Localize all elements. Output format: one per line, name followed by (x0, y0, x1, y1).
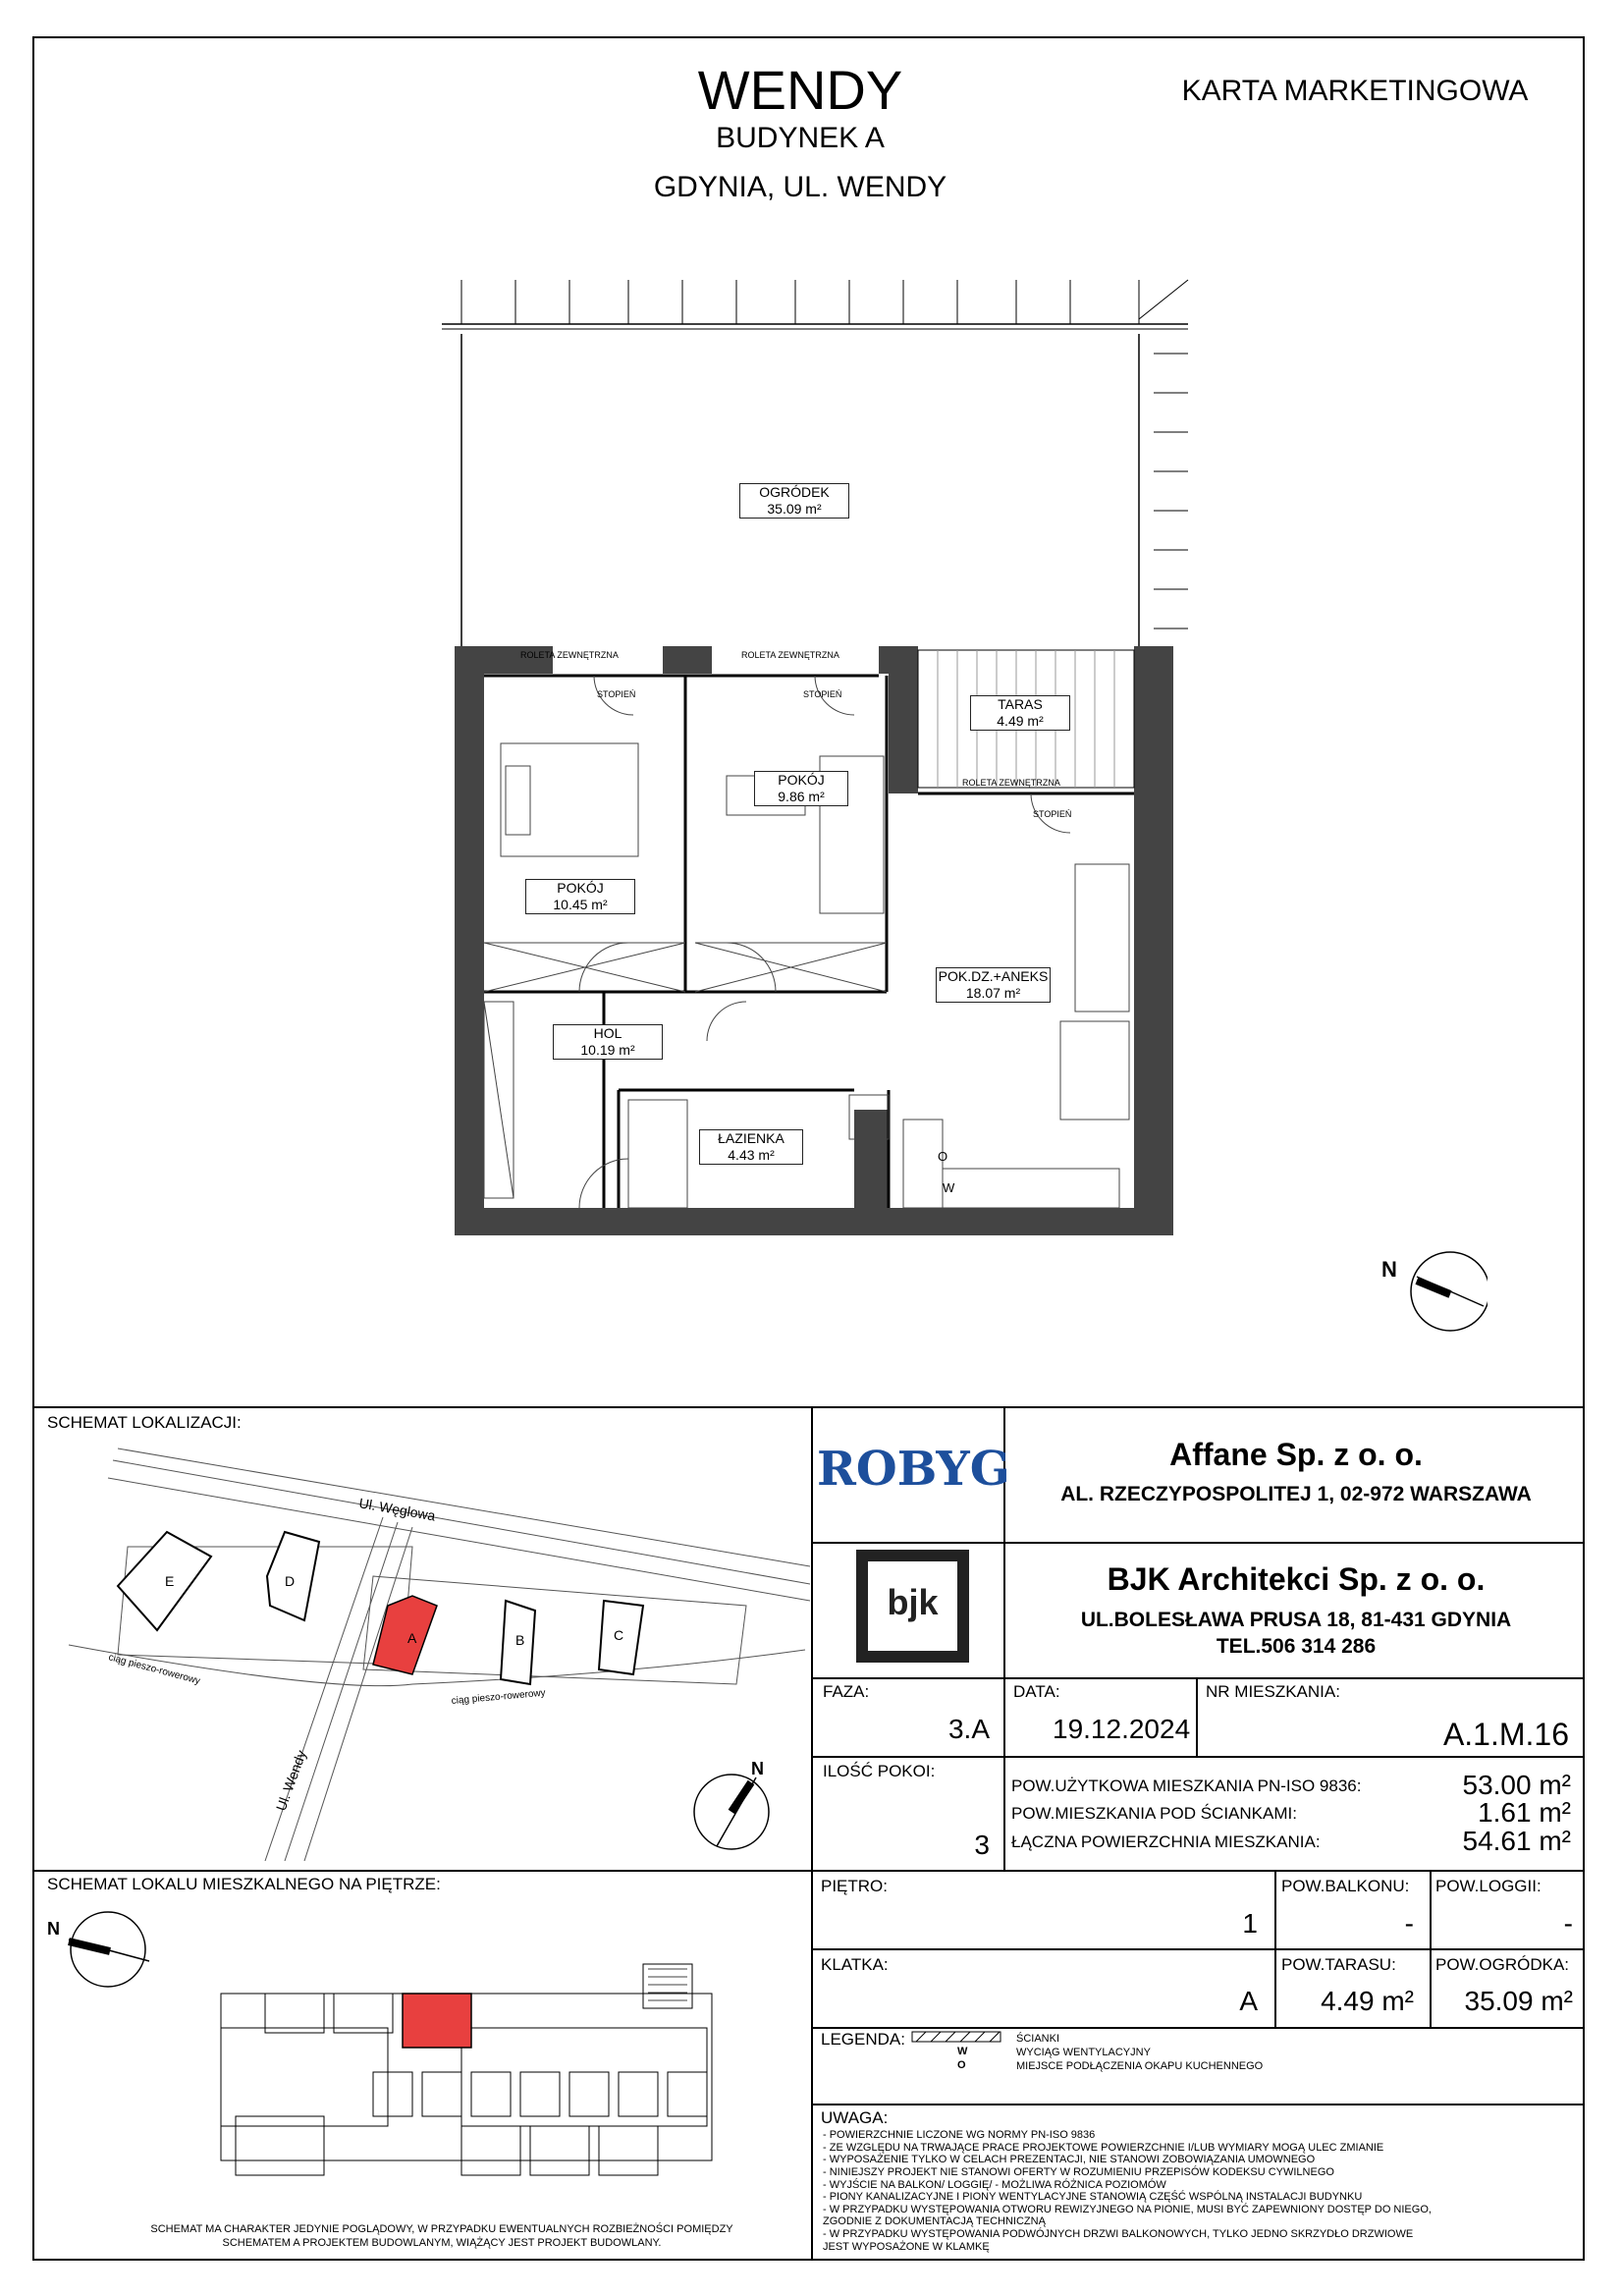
legend-item-vent: WYCIĄG WENTYLACYJNY (1016, 2047, 1151, 2058)
stopien-label-2: STOPIEŃ (803, 689, 842, 699)
divider-nr (1196, 1677, 1198, 1756)
divider-pietro (811, 1948, 1585, 1950)
data-label: DATA: (1013, 1682, 1060, 1701)
north-main-label: N (1381, 1257, 1397, 1282)
room-hol: HOL 10.19 m² (553, 1024, 663, 1060)
divider-vertical (811, 1406, 813, 2261)
pow-scianki-value: 1.61 m² (1478, 1797, 1571, 1828)
location-map (39, 1439, 810, 1861)
pokoi-label: ILOŚĆ POKOI: (823, 1762, 936, 1780)
stopien-label-3: STOPIEŃ (1033, 809, 1072, 819)
floor-plan (422, 265, 1217, 1257)
divider-faza (811, 1756, 1585, 1758)
floor-scheme-note: SCHEMAT MA CHARAKTER JEDYNIE POGLĄDOWY, W PRZYPADKU EWENTUALNYCH ROZBIEŻNOŚCI POMIĘDZY SCHEMATEM A PROJEKTEM BUDOWLANYM, WIĄŻĄCY JEST PROJEKT BUDOWLANY. (150, 2223, 733, 2250)
project-title: WENDY (697, 59, 903, 121)
divider-pokoi (1003, 1756, 1005, 1870)
bldg-e: E (165, 1573, 175, 1589)
stopien-label-1: STOPIEŃ (597, 689, 636, 699)
pow-scianki-label: POW.MIESZKANIA POD ŚCIANKAMI: (1011, 1804, 1297, 1823)
klatka-label: KLATKA: (821, 1955, 889, 1974)
architect-company: BJK Architekci Sp. z o. o. (1107, 1561, 1486, 1597)
note-line: - W PRZYPADKU WYSTĘPOWANIA OTWORU REWIZYJNEGO NA PIONIE, MUSI BYĆ ZAPEWNIONY DOSTĘP DO NIEGO, ZGODNIE Z DOKUMENTACJĄ TECHNICZNĄ (823, 2203, 1432, 2228)
room-pokoj-small: POKÓJ 9.86 m² (754, 771, 848, 806)
taras-value: 4.49 m² (1321, 1986, 1414, 2016)
room-lazienka: ŁAZIENKA 4.43 m² (699, 1129, 803, 1165)
developer-address: AL. RZECZYPOSPOLITEJ 1, 02-972 WARSZAWA (1060, 1483, 1532, 1505)
legend-w-symbol: W (957, 2046, 968, 2057)
roleta-label-1: ROLETA ZEWNĘTRZNA (520, 650, 619, 660)
room-pokoj-large: POKÓJ 10.45 m² (525, 879, 635, 914)
bldg-c: C (614, 1627, 624, 1643)
notes-list (823, 2129, 1432, 2253)
location-title: SCHEMAT LOKALIZACJI: (47, 1413, 242, 1432)
legend-o-symbol: O (957, 2059, 966, 2071)
loggia-value: - (1563, 1908, 1573, 1939)
floor-north-label: N (47, 1919, 60, 1939)
note-line: - POWIERZCHNIE LICZONE WG NORMY PN-ISO 9836 (823, 2129, 1096, 2141)
pietro-value: 1 (1242, 1908, 1258, 1939)
divider-data (1003, 1677, 1005, 1756)
pow-laczna-label: ŁĄCZNA POWIERZCHNIA MIESZKANIA: (1011, 1832, 1321, 1851)
divider-balkon (1274, 1870, 1276, 2027)
klatka-value: A (1239, 1986, 1258, 2016)
street-wendy: Ul. Wendy (272, 1748, 309, 1814)
street-weglowa: Ul. Węglowa (357, 1495, 437, 1524)
bldg-a: A (407, 1630, 417, 1646)
bldg-b: B (515, 1632, 525, 1648)
ogrodek-value: 35.09 m² (1464, 1986, 1573, 2016)
pow-uzytkowa-label: POW.UŻYTKOWA MIESZKANIA PN-ISO 9836: (1011, 1777, 1362, 1795)
room-ogrodek: OGRÓDEK 35.09 m² (739, 483, 849, 519)
note-line: - W PRZYPADKU WYSTĘPOWANIA PODWÓJNYCH DRZWI BALKONOWYCH, TYLKO JEDNO SKRZYDŁO DRZWIOWE JEST WYPOSAŻONE W KLAMKĘ (823, 2228, 1414, 2253)
note-line: - PIONY KANALIZACYJNE I PIONY WENTYLACYJNE STANOWIĄ CZĘŚĆ WSPÓLNĄ INSTALACJI BUDYNKU (823, 2191, 1363, 2204)
faza-label: FAZA: (823, 1682, 870, 1701)
note-line: - WYJŚCIE NA BALKON/ LOGGIĘ/ - MOŻLIWA RÓŻNICA POZIOMÓW (823, 2178, 1166, 2191)
nr-label: NR MIESZKANIA: (1206, 1682, 1340, 1701)
room-taras: TARAS 4.49 m² (970, 695, 1070, 731)
location-north-label: N (751, 1759, 764, 1778)
pow-uzytkowa-value: 53.00 m² (1462, 1770, 1571, 1800)
divider-arch (811, 1677, 1585, 1679)
legend-item-walls: ŚCIANKI (1016, 2033, 1060, 2045)
loggia-label: POW.LOGGII: (1435, 1877, 1542, 1895)
architect-phone: TEL.506 314 286 (1216, 1635, 1377, 1658)
divider-floor (32, 1870, 1585, 1872)
north-arrow-main (1380, 1247, 1488, 1336)
legend-item-hood: MIEJSCE PODŁĄCZENIA OKAPU KUCHENNEGO (1016, 2060, 1264, 2072)
robyg-logo: ROBYG (817, 1442, 1010, 1497)
developer-company: Affane Sp. z o. o. (1169, 1437, 1423, 1472)
divider-dev (811, 1542, 1585, 1544)
balkon-value: - (1404, 1908, 1414, 1939)
notes-title: UWAGA: (821, 2108, 889, 2127)
architect-address: UL.BOLESŁAWA PRUSA 18, 81-431 GDYNIA (1080, 1609, 1512, 1631)
legend-wall-swatch (911, 2031, 1009, 2045)
ogrodek-label: POW.OGRÓDKA: (1435, 1955, 1570, 1974)
bldg-d: D (285, 1573, 296, 1589)
vent-o-label: O (938, 1149, 948, 1164)
divider-loggia (1430, 1870, 1432, 2027)
balkon-label: POW.BALKONU: (1281, 1877, 1410, 1895)
pokoi-value: 3 (974, 1830, 990, 1860)
data-value: 19.12.2024 (1053, 1714, 1191, 1744)
roleta-label-2: ROLETA ZEWNĘTRZNA (741, 650, 839, 660)
building-label: BUDYNEK A (716, 122, 885, 154)
card-type: KARTA MARKETINGOWA (1181, 75, 1529, 107)
legend-title: LEGENDA: (821, 2030, 905, 2049)
address-label: GDYNIA, UL. WENDY (653, 171, 947, 203)
vent-w-label: W (943, 1180, 955, 1195)
pow-laczna-value: 54.61 m² (1462, 1826, 1571, 1856)
taras-label: POW.TARASU: (1281, 1955, 1396, 1974)
floor-scheme-title: SCHEMAT LOKALU MIESZKALNEGO NA PIĘTRZE: (47, 1875, 441, 1893)
divider-lower (32, 1406, 1585, 1408)
roleta-label-3: ROLETA ZEWNĘTRZNA (962, 778, 1060, 788)
path-label-2: ciąg pieszo-rowerowy (451, 1687, 547, 1707)
divider-klatka (811, 2027, 1585, 2029)
nr-value: A.1.M.16 (1442, 1717, 1569, 1752)
note-line: - NINIEJSZY PROJEKT NIE STANOWI OFERTY W ROZUMIENIU PRZEPISÓW KODEKSU CYWILNEGO (823, 2165, 1334, 2178)
room-living-kitchen: POK.DZ.+ANEKS 18.07 m² (936, 967, 1051, 1003)
note-line: - WYPOSAŻENIE TYLKO W CELACH PREZENTACJI, NIE STANOWI ZOBOWIĄZANIA UMOWNEGO (823, 2154, 1316, 2166)
faza-value: 3.A (947, 1714, 990, 1744)
pietro-label: PIĘTRO: (821, 1877, 889, 1895)
bjk-logo: bjk (856, 1550, 969, 1663)
divider-legend (811, 2104, 1585, 2105)
floor-scheme-map (39, 1900, 766, 2205)
path-label-1: ciąg pieszo-rowerowy (107, 1652, 201, 1687)
note-line: - ZE WZGLĘDU NA TRWAJĄCE PRACE PROJEKTOWE POWIERZCHNIE I/LUB WYMIARY MOGĄ ULEC ZMIANIE (823, 2141, 1384, 2154)
